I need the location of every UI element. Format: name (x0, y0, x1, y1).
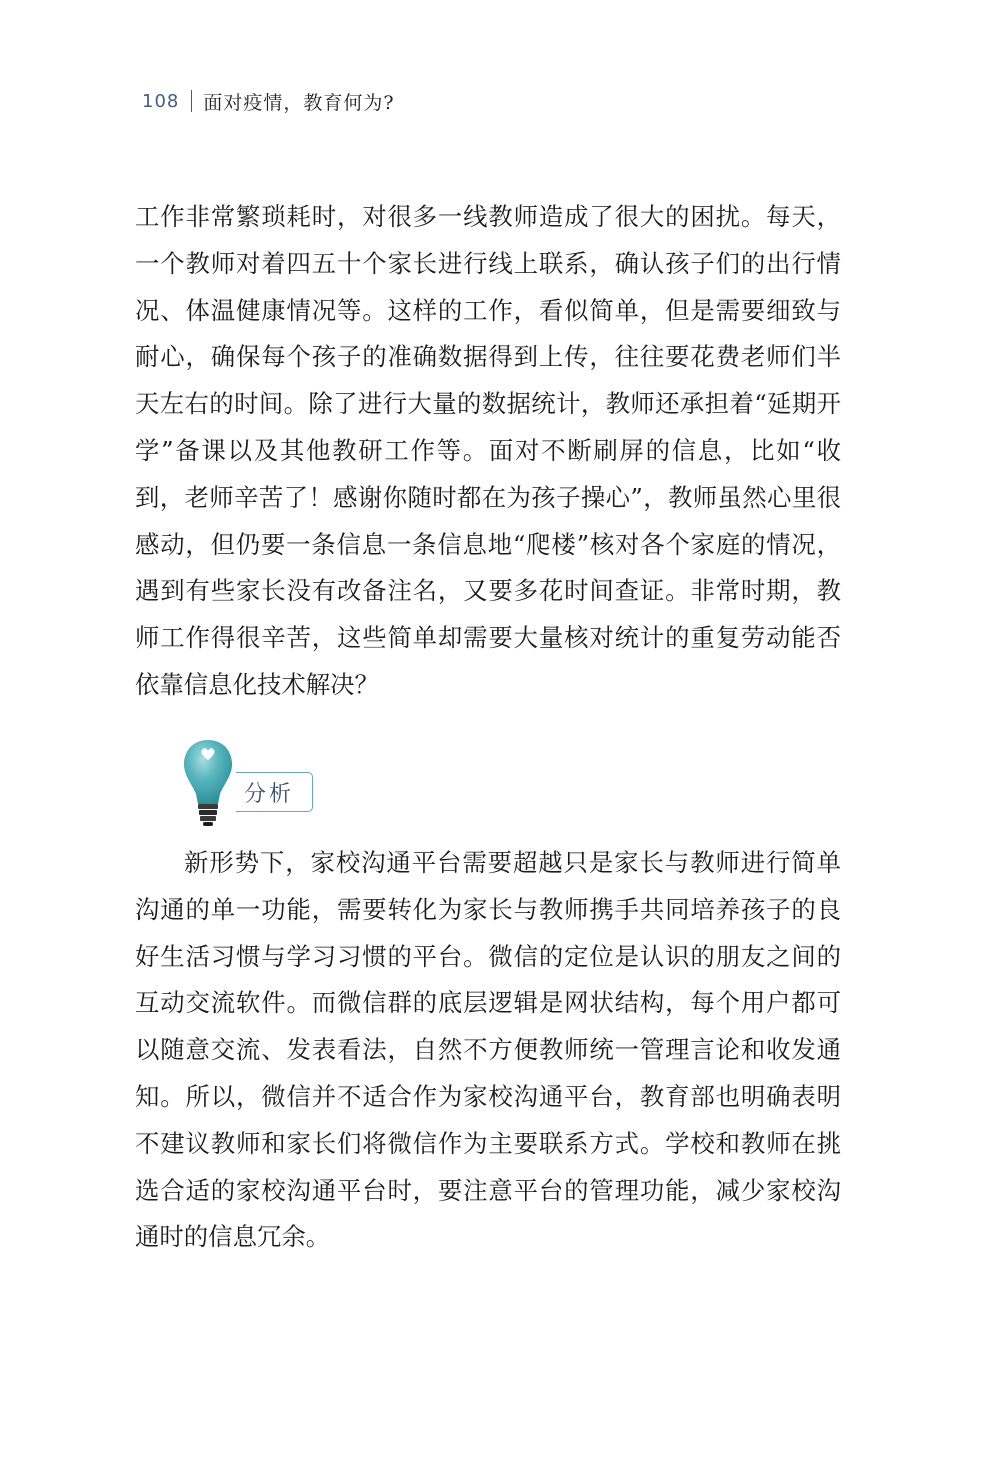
analysis-label: 分析 (244, 782, 295, 807)
analysis-section-heading (182, 738, 322, 830)
running-header (142, 86, 395, 116)
page-number: 108 (142, 90, 180, 112)
body-paragraph-1: 工作非常繁琐耗时，对很多一线教师造成了很大的困扰。每天，一个教师对着四五十个家长进行线上联系，确认孩子们的出行情况、体温健康情况等。这样的工作，看似简单，但是需要细致与耐心，确保每个孩子的准确数据得到上传，往往要花费老师们半天左右的时间。除了进行大量的数据统计，教师还承担着“延期开学”备课以及其他教研工作等。面对不断刷屏的信息，比如“收到，老师辛苦了！感谢你随时都在为孩子操心”，教师虽然心里很感动，但仍要一条信息一条信息地“爬楼”核对各个家庭的情况，遇到有些家长没有改备注名，又要多花时间查证。非常时期，教师工作得很辛苦，这些简单却需要大量核对统计的重复劳动能否依靠信息化技术解决？ (135, 202, 841, 699)
book-title: 面对疫情，教育何为? (203, 91, 395, 114)
header-divider (191, 90, 192, 112)
body-paragraph-2: 新形势下，家校沟通平台需要超越只是家长与教师进行简单沟通的单一功能，需要转化为家长与教师携手共同培养孩子的良好生活习惯与学习习惯的平台。微信的定位是认识的朋友之间的互动交流软件。而微信群的底层逻辑是网状结构，每个用户都可以随意交流、发表看法，自然不方便教师统一管理言论和收发通知。所以，微信并不适合作为家校沟通平台，教育部也明确表明不建议教师和家长们将微信作为主要联系方式。学校和教师在挑选合适的家校沟通平台时，要注意平台的管理功能，减少家校沟通时的信息冗余。 (135, 848, 841, 1252)
